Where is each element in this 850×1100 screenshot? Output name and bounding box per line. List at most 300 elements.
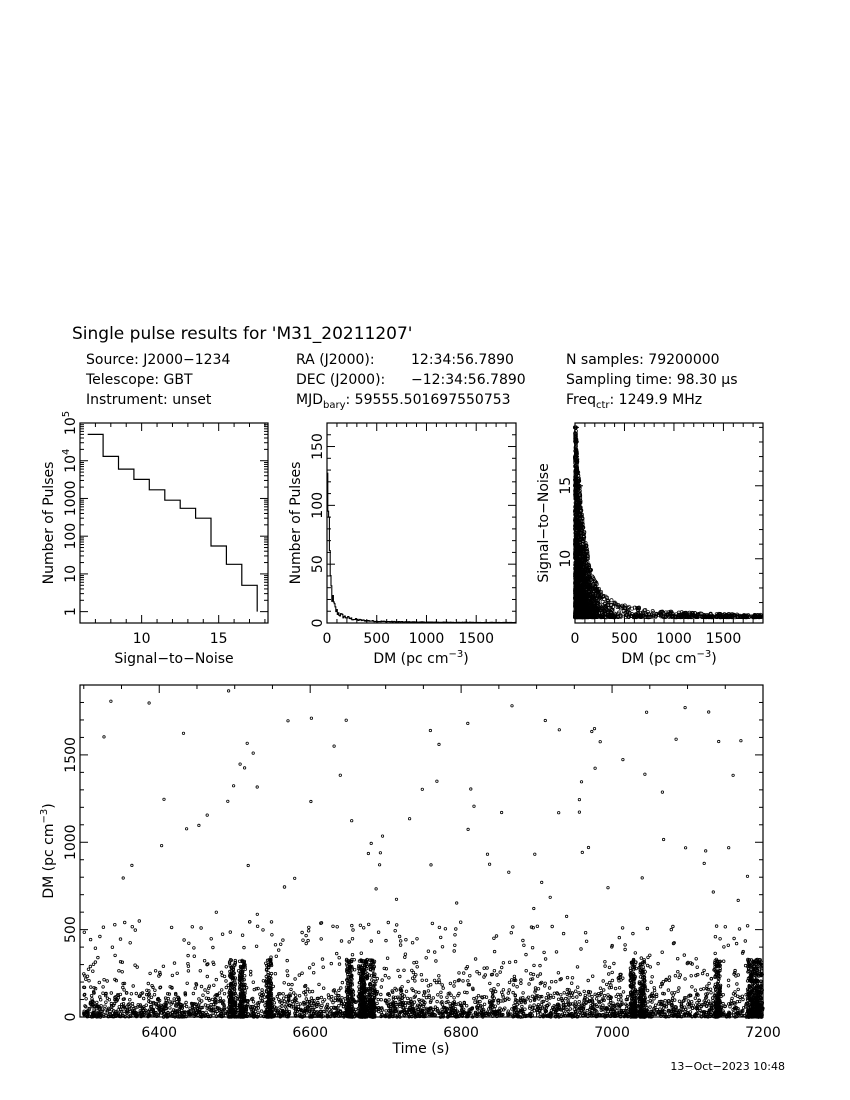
dm-vs-time-point <box>427 985 430 988</box>
dm-vs-time-point <box>381 1013 384 1016</box>
snr-vs-dm-ytick: 15 <box>558 476 574 495</box>
dm-vs-time-point <box>522 996 525 999</box>
freq-label: Freq$_{ctr}$: 1249.9 MHz <box>566 392 703 411</box>
dm-vs-time-point <box>604 965 607 968</box>
telescope-label: Telescope: GBT <box>86 372 193 388</box>
dm-vs-time-point <box>260 1010 263 1013</box>
dm-vs-time-point <box>695 974 698 977</box>
dm-histogram-xtick: 500 <box>363 631 391 647</box>
dm-vs-time-point <box>467 980 470 983</box>
dm-vs-time-point <box>355 1008 358 1011</box>
dm-vs-time-point <box>611 971 614 974</box>
dm-vs-time-point <box>532 973 535 976</box>
dm-vs-time-point <box>744 940 747 943</box>
dm-histogram-xtick: 1500 <box>458 631 495 647</box>
dm-vs-time-point <box>404 953 407 956</box>
dm-vs-time-point <box>607 973 610 976</box>
dm-vs-time-point <box>348 941 351 944</box>
dm-vs-time-point <box>724 926 727 929</box>
dm-vs-time-point <box>370 940 373 943</box>
dm-vs-time-point <box>416 1006 419 1009</box>
snr-histogram-xtick: 10 <box>132 631 151 647</box>
dm-vs-time-point <box>514 994 517 997</box>
dm-vs-time-point <box>102 926 105 929</box>
dm-vs-time-point <box>118 970 121 973</box>
dm-vs-time-point <box>187 970 190 973</box>
dm-vs-time-point <box>102 986 105 989</box>
dm-vs-time-point <box>653 998 656 1001</box>
snr-vs-dm-frame <box>575 423 763 623</box>
dm-vs-time-point <box>83 986 86 989</box>
dm-vs-time-point <box>83 931 86 934</box>
dm-vs-time-point <box>414 980 417 983</box>
dm-vs-time-point <box>672 925 675 928</box>
dm-vs-time-point <box>603 994 606 997</box>
dm-vs-time-point <box>274 972 277 975</box>
dm-vs-time-point <box>335 952 338 955</box>
dm-vs-time-point <box>98 981 101 984</box>
dm-vs-time-point <box>416 966 419 969</box>
dm-vs-time-point <box>670 1001 673 1004</box>
dm-vs-time-point <box>508 998 511 1001</box>
dm-vs-time-point <box>736 983 739 986</box>
dm-vs-time-point <box>437 994 440 997</box>
dm-vs-time-point <box>338 956 341 959</box>
dm-vs-time-point <box>170 926 173 929</box>
dm-vs-time-point <box>303 991 306 994</box>
dm-vs-time-point <box>489 1007 492 1010</box>
dm-vs-time-point <box>502 996 505 999</box>
dm-vs-time-point <box>557 998 560 1001</box>
dm-vs-time-point <box>306 988 309 991</box>
dm-vs-time-point <box>604 1010 607 1013</box>
dm-vs-time-point <box>537 1004 540 1007</box>
dm-histogram-ytick: 150 <box>310 433 326 460</box>
dm-vs-time-point <box>399 940 402 943</box>
dm-vs-time-point <box>114 954 117 957</box>
dm-vs-time-point <box>522 939 525 942</box>
dm-vs-time-point <box>670 928 673 931</box>
dm-vs-time-point <box>678 976 681 979</box>
dm-vs-time-point <box>183 1004 186 1007</box>
dm-vs-time-point <box>743 1006 746 1009</box>
dm-vs-time-point <box>576 966 579 969</box>
dm-vs-time-point <box>210 938 213 941</box>
dm-vs-time-point <box>446 996 449 999</box>
dm-vs-time-point <box>497 999 500 1002</box>
dm-vs-time-point <box>385 1010 388 1013</box>
source-label: Source: J2000−1234 <box>86 352 231 368</box>
dm-vs-time-point <box>610 1004 613 1007</box>
dm-vs-time-point <box>383 967 386 970</box>
dm-vs-time-point <box>453 950 456 953</box>
dm-vs-time-point <box>552 996 555 999</box>
dm-vs-time-point <box>539 973 542 976</box>
dm-vs-time-point <box>302 939 305 942</box>
dm-vs-time-point <box>525 969 528 972</box>
dm-vs-time-point <box>275 955 278 958</box>
dm-vs-time-point <box>332 1001 335 1004</box>
dm-vs-time-point <box>223 992 226 995</box>
dm-vs-time-point <box>200 985 203 988</box>
snr-histogram-xtick: 15 <box>209 631 228 647</box>
dm-vs-time-point <box>94 947 97 950</box>
dm-vs-time-point <box>618 987 621 990</box>
dm-vs-time-point <box>436 1000 439 1003</box>
dm-vs-time-point <box>421 979 424 982</box>
dm-vs-time-point <box>420 973 423 976</box>
dm-vs-time-point <box>148 997 151 1000</box>
dm-vs-time-point <box>494 1005 497 1008</box>
dm-vs-time-point <box>415 961 418 964</box>
dm-vs-time-point <box>99 996 102 999</box>
ra-label: RA (J2000): <box>296 352 375 368</box>
dm-vs-time-point <box>146 989 149 992</box>
dm-vs-time-point <box>565 1003 568 1006</box>
dm-vs-time-point <box>469 974 472 977</box>
dm-vs-time-point <box>684 978 687 981</box>
dm-vs-time-point <box>330 995 333 998</box>
dm-vs-time-point <box>507 1010 510 1013</box>
dm-vs-time-point <box>326 1003 329 1006</box>
dm-vs-time-point <box>632 932 635 935</box>
dm-vs-time-point <box>418 991 421 994</box>
dm-vs-time-point <box>626 995 629 998</box>
snr-histogram-ytick: $10^5$ <box>61 410 79 436</box>
dm-vs-time-point <box>514 960 517 963</box>
dm-vs-time-point <box>352 929 355 932</box>
dm-vs-time-point <box>490 973 493 976</box>
dm-vs-time-point <box>320 996 323 999</box>
snr-histogram-ytick: 100 <box>63 522 79 550</box>
dm-vs-time-point <box>432 1008 435 1011</box>
dm-vs-time-point <box>263 996 266 999</box>
dm-vs-time-point <box>386 957 389 960</box>
dm-vs-time-point <box>722 1002 725 1005</box>
dm-vs-time-point <box>132 985 135 988</box>
dm-vs-time-point <box>676 957 679 960</box>
dm-vs-time-point <box>297 1005 300 1008</box>
dm-vs-time-point <box>212 946 215 949</box>
dm-vs-time-point <box>614 987 617 990</box>
dm-vs-time-point <box>727 944 730 947</box>
dm-vs-time-point <box>594 993 597 996</box>
dm-vs-time-point <box>351 937 354 940</box>
dm-vs-time-point <box>397 969 400 972</box>
dm-vs-time-point <box>292 1003 295 1006</box>
dm-vs-time-point <box>678 987 681 990</box>
dm-vs-time-point <box>695 958 698 961</box>
dm-vs-time-point <box>618 936 621 939</box>
dm-vs-time-point <box>104 1005 107 1008</box>
dm-vs-time-point <box>438 926 441 929</box>
dm-vs-time-point <box>493 950 496 953</box>
dm-vs-time-point <box>550 980 553 983</box>
dm-vs-time-point <box>662 1007 665 1010</box>
dm-vs-time-point <box>286 959 289 962</box>
dm-vs-time-point <box>651 976 654 979</box>
dm-vs-time-point <box>683 954 686 957</box>
dm-histogram-line <box>327 473 516 623</box>
dm-vs-time-point <box>377 931 380 934</box>
dm-vs-time-point <box>203 959 206 962</box>
dm-vs-time-point <box>416 938 419 941</box>
dm-vs-time-point <box>534 987 537 990</box>
dm-vs-time-point <box>520 982 523 985</box>
dm-vs-time-point <box>586 1009 589 1012</box>
dm-vs-time-point <box>709 988 712 991</box>
dm-vs-time-point <box>489 982 492 985</box>
dm-vs-time-point <box>677 970 680 973</box>
dm-vs-time-point <box>714 935 717 938</box>
dm-vs-time-point <box>111 946 114 949</box>
dm-vs-time-point <box>459 921 462 924</box>
dm-histogram-ytick: 50 <box>310 555 326 574</box>
dm-vs-time-point <box>649 1006 652 1009</box>
dm-vs-time-point <box>673 991 676 994</box>
dm-vs-time-point <box>255 945 258 948</box>
snr-vs-dm-point <box>610 599 613 602</box>
dm-vs-time-point <box>685 1008 688 1011</box>
dm-vs-time-point <box>441 984 444 987</box>
dm-vs-time-point <box>449 982 452 985</box>
dm-vs-time-point <box>322 987 325 990</box>
dm-vs-time-point <box>149 1005 152 1008</box>
dm-vs-time-point <box>308 967 311 970</box>
snr-histogram-ytick: 1 <box>63 607 79 617</box>
dm-vs-time-point <box>215 978 218 981</box>
dm-vs-time-point <box>274 944 277 947</box>
dm-vs-time-point <box>605 983 608 986</box>
dm-vs-time-point <box>566 976 569 979</box>
dm-vs-time-point <box>476 970 479 973</box>
dm-vs-time-point <box>473 997 476 1000</box>
dm-vs-time-point <box>321 958 324 961</box>
dm-vs-time-point <box>225 966 228 969</box>
dm-vs-time-point <box>310 997 313 1000</box>
dm-vs-time-point <box>502 1009 505 1012</box>
dm-vs-time-point <box>715 925 718 928</box>
dm-vs-time-point <box>187 965 190 968</box>
dm-vs-time-point <box>537 988 540 991</box>
dm-vs-time-point <box>187 954 190 957</box>
dm-vs-time-point <box>468 983 471 986</box>
dm-vs-time-point <box>699 1009 702 1012</box>
snr-histogram-xlabel: Signal−to−Noise <box>114 651 234 667</box>
dm-vs-time-point <box>200 927 203 930</box>
snr-vs-dm-xtick: 1000 <box>656 631 692 647</box>
dm-vs-time-point <box>653 989 656 992</box>
dm-vs-time-point <box>510 931 513 934</box>
dm-vs-time-point <box>332 925 335 928</box>
dm-vs-time-point <box>440 996 443 999</box>
dm-vs-time-point <box>336 926 339 929</box>
dm-vs-time-point <box>403 995 406 998</box>
sampling-time-label: Sampling time: 98.30 μs <box>566 372 738 388</box>
dm-vs-time-point <box>351 953 354 956</box>
dm-vs-time-point <box>692 1004 695 1007</box>
dm-vs-time-point <box>248 921 251 924</box>
dm-vs-time-point <box>570 982 573 985</box>
dm-vs-time-point <box>304 1007 307 1010</box>
dm-vs-time-point <box>225 980 228 983</box>
dm-vs-time-point <box>493 987 496 990</box>
dm-vs-time-point <box>602 989 605 992</box>
dm-vs-time-point <box>702 988 705 991</box>
dm-vs-time-point <box>380 986 383 989</box>
dm-vs-time-point <box>689 962 692 965</box>
dm-vs-time-point <box>92 970 95 973</box>
dm-vs-time-point <box>493 997 496 1000</box>
dm-vs-time-point <box>521 1005 524 1008</box>
dm-vs-time-point <box>208 985 211 988</box>
dm-vs-time-point <box>158 975 161 978</box>
dm-vs-time-point <box>167 1011 170 1014</box>
dm-vs-time-point <box>103 978 106 981</box>
dm-vs-time-point <box>587 991 590 994</box>
dm-vs-time-point <box>646 989 649 992</box>
dm-vs-time-point <box>621 927 624 930</box>
dm-vs-time-point <box>156 1006 159 1009</box>
dm-vs-time-point <box>546 999 549 1002</box>
dm-vs-time-point <box>645 1006 648 1009</box>
dm-vs-time-point <box>585 940 588 943</box>
dm-vs-time-point <box>497 983 500 986</box>
dm-vs-time-point <box>301 931 304 934</box>
dm-vs-time-point <box>359 924 362 927</box>
dm-vs-time-point <box>89 938 92 941</box>
dm-vs-time-point <box>273 1002 276 1005</box>
snr-vs-dm-xtick: 1500 <box>705 631 742 647</box>
dm-vs-time-point <box>299 1003 302 1006</box>
dm-vs-time-point <box>562 932 565 935</box>
dm-histogram-panel <box>288 423 516 667</box>
dm-vs-time-point <box>308 926 311 929</box>
dm-vs-time-point <box>710 991 713 994</box>
dm-vs-time-point <box>698 999 701 1002</box>
dm-vs-time-point <box>568 997 571 1000</box>
dm-vs-time-point <box>83 993 86 996</box>
dm-vs-time-point <box>290 988 293 991</box>
dm-vs-time-point <box>415 991 418 994</box>
dm-vs-time-point <box>149 972 152 975</box>
dm-vs-time-point <box>286 970 289 973</box>
dm-vs-time-point <box>171 986 174 989</box>
dm-vs-time-point <box>569 1008 572 1011</box>
dm-vs-time-point <box>279 1006 282 1009</box>
dm-vs-time-point <box>574 990 577 993</box>
dm-vs-time-point <box>667 989 670 992</box>
dm-vs-time-point <box>531 946 534 949</box>
dm-vs-time-point <box>92 1003 95 1006</box>
dm-vs-time-point <box>97 956 100 959</box>
dm-vs-time-point <box>583 990 586 993</box>
dm-vs-time-point <box>512 984 515 987</box>
dm-vs-time-point <box>150 996 153 999</box>
dm-vs-time-point <box>173 1001 176 1004</box>
dm-vs-time-point <box>85 998 88 1001</box>
dm-vs-time-point <box>608 966 611 969</box>
dm-vs-time-point <box>241 934 244 937</box>
dm-vs-time-point <box>298 974 301 977</box>
dm-vs-time-point <box>380 998 383 1001</box>
dm-vs-time-point <box>204 989 207 992</box>
dm-vs-time-point <box>176 972 179 975</box>
dm-vs-time-point <box>493 969 496 972</box>
dm-histogram-ytick: 100 <box>310 491 326 519</box>
dm-vs-time-point <box>305 998 308 1001</box>
dm-vs-time-point <box>568 989 571 992</box>
dm-vs-time-point <box>376 990 379 993</box>
dm-vs-time-point <box>458 972 461 975</box>
dm-vs-time-point <box>649 999 652 1002</box>
dm-vs-time-point <box>454 934 457 937</box>
dm-vs-time-point <box>525 953 528 956</box>
dm-vs-time-point <box>539 964 542 967</box>
dm-vs-time-point <box>549 994 552 997</box>
dm-vs-time-point <box>668 976 671 979</box>
dm-vs-time-point <box>292 992 295 995</box>
dm-vs-time-point <box>746 925 749 928</box>
dm-vs-time-point <box>334 997 337 1000</box>
dm-vs-time-point <box>315 1005 318 1008</box>
dm-vs-time-point <box>532 926 535 929</box>
dm-vs-time-point <box>611 979 614 982</box>
snr-histogram-line <box>88 434 258 611</box>
dm-vs-time-point <box>512 926 515 929</box>
dm-vs-time-point <box>105 1001 108 1004</box>
dm-vs-time-point <box>438 975 441 978</box>
dm-vs-time-point <box>207 997 210 1000</box>
dm-vs-time-point <box>651 992 654 995</box>
dm-vs-time-point <box>674 974 677 977</box>
dm-vs-time-point <box>198 998 201 1001</box>
dm-vs-time-point <box>283 982 286 985</box>
dm-vs-time-point <box>381 979 384 982</box>
dm-vs-time-point <box>270 921 273 924</box>
dm-vs-time-point <box>530 972 533 975</box>
dm-vs-time-point <box>439 936 442 939</box>
dm-vs-time-point <box>719 938 722 941</box>
dm-vs-time-point <box>584 931 587 934</box>
dm-vs-time-point <box>401 1000 404 1003</box>
dm-vs-time-point <box>285 1004 288 1007</box>
dm-vs-time-point <box>283 1000 286 1003</box>
dm-vs-time-point <box>498 1010 501 1013</box>
dm-vs-time-point <box>341 981 344 984</box>
dm-vs-time-point <box>691 986 694 989</box>
dm-vs-time-point <box>305 934 308 937</box>
dm-vs-time-point <box>282 939 285 942</box>
dm-vs-time-point <box>432 997 435 1000</box>
dm-vs-time-point <box>455 928 458 931</box>
dm-vs-time-point <box>524 1008 527 1011</box>
dm-vs-time-point <box>394 929 397 932</box>
dm-vs-time-point <box>564 997 567 1000</box>
dm-vs-time-point <box>206 975 209 978</box>
dm-vs-time-point <box>733 937 736 940</box>
dm-vs-time-point <box>121 961 124 964</box>
dm-vs-time-point <box>277 949 280 952</box>
dm-vs-time-point <box>634 952 637 955</box>
snr-vs-dm-ytick: 10 <box>558 549 574 568</box>
dm-vs-time-point <box>221 933 224 936</box>
dm-vs-time-point <box>703 969 706 972</box>
dm-vs-time-point <box>438 979 441 982</box>
snr-histogram-ytick: 10 <box>63 565 79 583</box>
dm-vs-time-point <box>394 987 397 990</box>
dm-vs-time-point <box>403 969 406 972</box>
